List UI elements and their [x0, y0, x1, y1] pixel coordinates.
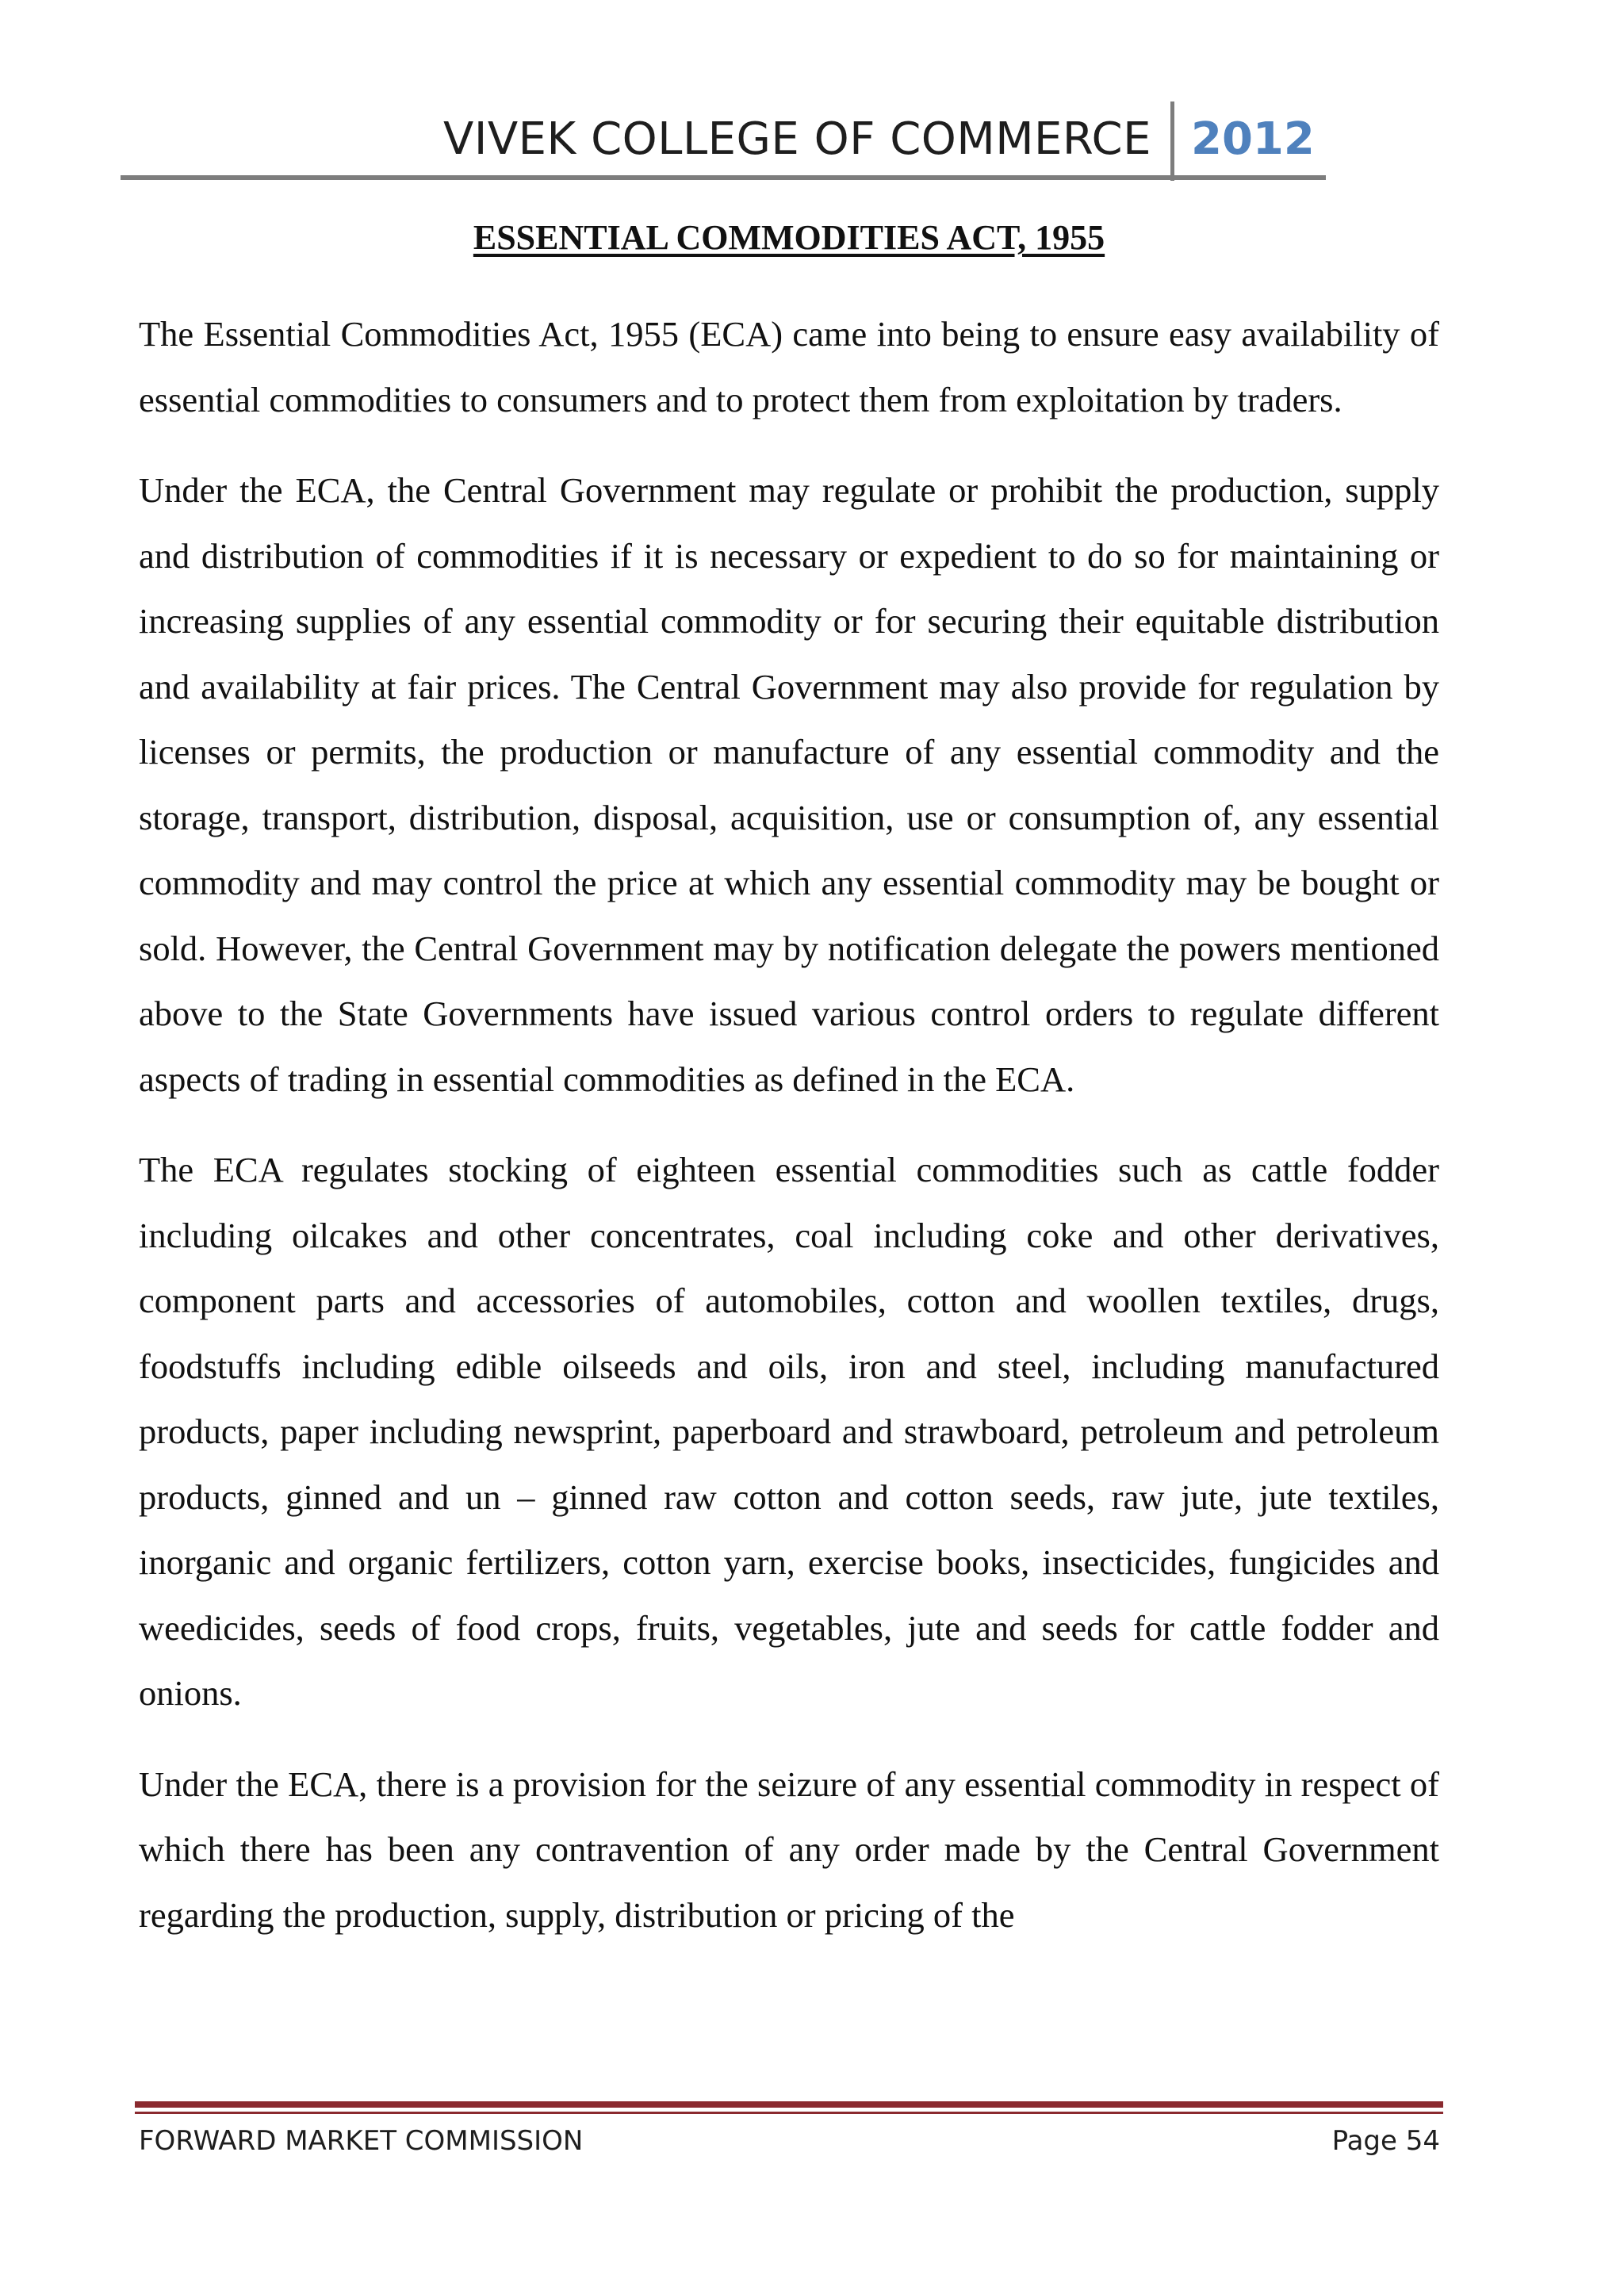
footer-rule-thick: [135, 2101, 1443, 2108]
paragraph-seizure: Under the ECA, there is a provision for the seizure of any essential commodity in respect of which there has been any contravention of any order made by the Central Government regarding the production, supply, distribution or pricing of the: [139, 1764, 1439, 1935]
page-header: [121, 101, 1326, 181]
header-year: 2012: [1191, 113, 1315, 165]
document-title: ESSENTIAL COMMODITIES ACT, 1955: [473, 218, 1105, 257]
header-divider: [1170, 101, 1174, 181]
header-rule: [121, 175, 1326, 180]
footer-source: FORWARD MARKET COMMISSION: [139, 2125, 584, 2157]
paragraph-intro: The Essential Commodities Act, 1955 (ECA) came into being to ensure easy availability of essential commodities to consumers and to protect them from exploitation by traders.: [139, 314, 1439, 419]
paragraph-central-government: Under the ECA, the Central Government may regulate or prohibit the production, supply and distribution of commodities if it is necessary or expedient to do so for maintaining or increasing supplies of any essential commodity or for securing their equitable distribution and availability at fair prices. The Central Government may also provide for regulation by licenses or permits, the production or manufacture of any essential commodity and the storage, transport, distribution, disposal, acquisition, use or consumption of, any essential commodity and may control the price at which any essential commodity may be bought or sold. However, the Central Government may by notification delegate the powers mentioned above to the State Governments have issued various control orders to regulate different aspects of trading in essential commodities as defined in the ECA.: [139, 470, 1439, 1099]
paragraph-commodities-list: The ECA regulates stocking of eighteen essential commodities such as cattle fodder including oilcakes and other concentrates, coal including coke and other derivatives, component parts and accessories of automobiles, cotton and woollen textiles, drugs, foodstuffs including edible oilseeds and oils, iron and steel, including manufactured products, paper including newsprint, paperboard and strawboard, petroleum and petroleum products, ginned and un – ginned raw cotton and cotton seeds, raw jute, jute textiles, inorganic and organic fertilizers, cotton yarn, exercise books, insecticides, fungicides and weedicides, seeds of food crops, fruits, vegetables, jute and seeds for cattle fodder and onions.: [139, 1150, 1439, 1713]
page-number: Page 54: [1331, 2125, 1440, 2157]
document-body: [139, 301, 1439, 1947]
footer-rule-thin: [135, 2112, 1443, 2114]
header-college-name: VIVEK COLLEGE OF COMMERCE: [443, 113, 1151, 165]
